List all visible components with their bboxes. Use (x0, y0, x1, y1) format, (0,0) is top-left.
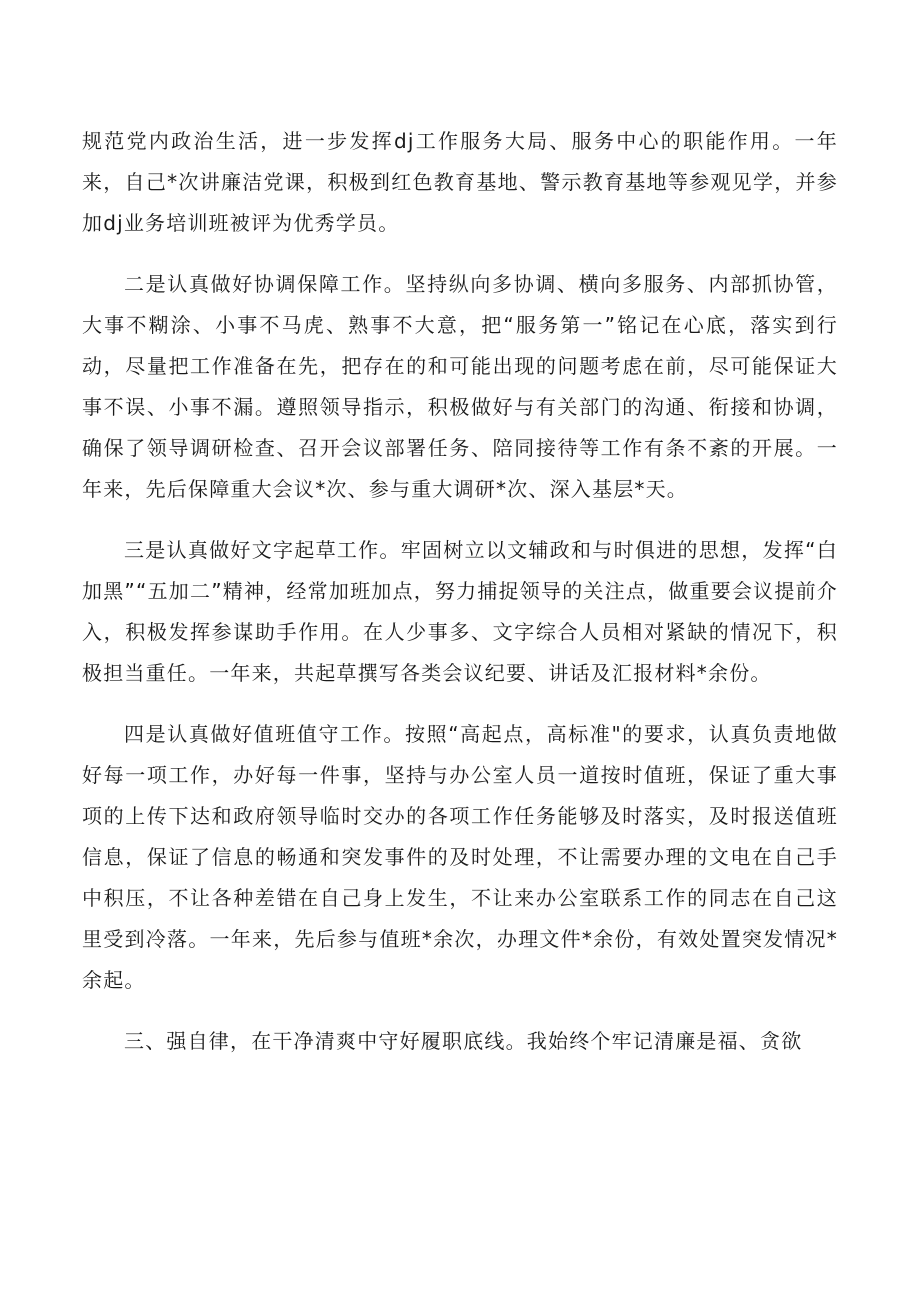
paragraph-drafting: 三是认真做好文字起草工作。牢固树立以文辅政和与时俱进的思想，发挥“白加黑”“五加二”精神，经常加班加点，努力捕捉领导的关注点，做重要会议提前介入，积极发挥参谋助手作用。在人少事多、文字综合人员相对紧缺的情况下，积极担当重任。一年来，共起草撰写各类会议纪要、讲话及汇报材料*余份。 (82, 538, 838, 685)
paragraph-continuation: 规范党内政治生活，进一步发挥dj工作服务大局、服务中心的职能作用。一年来，自己*次讲廉洁党课，积极到红色教育基地、警示教育基地等参观见学，并参加dj业务培训班被评为优秀学员。 (82, 129, 838, 235)
paragraph-duty: 四是认真做好值班值守工作。按照“高起点，高标准"的要求，认真负责地做好每一项工作，办好每一件事，坚持与办公室人员一道按时值班，保证了重大事项的上传下达和政府领导临时交办的各项工作任务能够及时落实，及时报送值班信息，保证了信息的畅通和突发事件的及时处理，不让需要办理的文电在自己手中积压，不让各种差错在自己身上发生，不让来办公室联系工作的同志在自己这里受到冷落。一年来，先后参与值班*余次，办理文件*余份，有效处置突发情况*余起。 (82, 722, 838, 992)
paragraph-coordination: 二是认真做好协调保障工作。坚持纵向多协调、横向多服务、内部抓协管，大事不糊涂、小事不马虎、熟事不大意，把“服务第一”铭记在心底，落实到行动，尽量把工作准备在先，把存在的和可能出现的问题考虑在前，尽可能保证大事不误、小事不漏。遵照领导指示，积极做好与有关部门的沟通、衔接和协调，确保了领导调研检查、召开会议部署任务、陪同接待等工作有条不紊的开展。一年来，先后保障重大会议*次、参与重大调研*次、深入基层*天。 (82, 272, 838, 501)
paragraph-self-discipline: 三、强自律，在干净清爽中守好履职底线。我始终个牢记清廉是福、贪欲 (124, 1029, 803, 1053)
document-body (82, 121, 838, 1082)
